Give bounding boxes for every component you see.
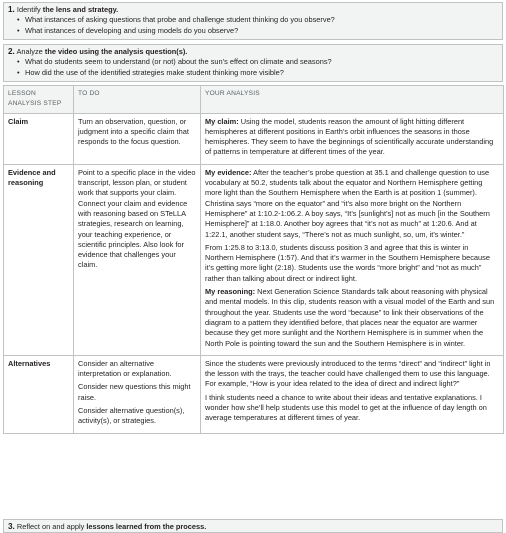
analysis-paragraph: I think students need a chance to write about their ideas and tentative explanations. I wonder how she’ll help students use this model to get at the influence of day length on average temperatures at different times of year. <box>205 392 487 423</box>
todo-text: Point to a specific place in the video transcript, lesson plan, or student work that supports your claim. Connect your claim and evidence with reasoning based on STeLLA strategies, research on learning, your teaching experience, or scientific principles. Also look for evidence that challenges your claim. <box>78 167 196 270</box>
step-2-lead: Analyze <box>16 47 45 56</box>
todo-text: Consider alternative question(s), activity(s), or strategies. <box>78 406 185 426</box>
step-1-number: 1. <box>8 5 15 14</box>
step-label: Alternatives <box>4 355 74 433</box>
evidence-label: My evidence: <box>205 167 252 177</box>
table-row-claim <box>4 113 504 164</box>
step-3-bold: lessons learned from the process. <box>86 522 207 531</box>
table-header-row <box>4 86 504 114</box>
analysis-paragraph <box>205 168 499 240</box>
todo-cell <box>74 113 201 164</box>
header-lesson-analysis-step: LESSON ANALYSIS STEP <box>4 86 74 114</box>
todo-text: Consider an alternative interpretation or explanation. <box>78 358 172 379</box>
step-2-questions <box>8 57 498 78</box>
analysis-paragraph: Since the students were previously introduced to the terms “direct” and “indirect” light in the lesson with the trays, the teacher could have challenged them to use this language. For example, “How is your idea related to the idea of direct and indirect light?” <box>205 358 491 389</box>
todo-cell <box>74 355 201 433</box>
reasoning-text: Next Generation Science Standards talk about reasoning with physical and mental models. In this clip, students reason with a visual model of the Earth and sun throughout the year. Students use the word “because” to link their observations of the diagram to a pattern they identified before, that places near the equator are warmer because they get more sunlight and the Northern Hemisphere is in summer when the North Pole is pointing toward the sun and the Southern Hemisphere is in winter. <box>205 287 495 348</box>
step-1-questions <box>8 15 498 36</box>
step-2-section <box>3 44 503 82</box>
question-item: • What instances of developing and using models do you observe? <box>25 26 498 36</box>
step-1-lead: Identify <box>16 5 43 14</box>
question-item: • What instances of asking questions that probe and challenge student thinking do you observe? <box>25 15 498 25</box>
analysis-table <box>3 85 504 434</box>
step-3-lead: Reflect on and apply <box>16 522 87 531</box>
todo-cell <box>74 164 201 355</box>
analysis-paragraph: From 1:25.8 to 3:13.0, students discuss position 3 and agree that this is winter in Northern Hemisphere (1:57). And that it’s warmer in the Southern Hemisphere because it’s getting more light (2:18). Students use the words “more bright” and “not as much” rather than talking about direct or indirect light. <box>205 242 490 283</box>
analysis-cell <box>201 113 504 164</box>
step-label: Claim <box>4 113 74 164</box>
claim-label: My claim: <box>205 116 239 126</box>
step-1-heading <box>8 5 498 15</box>
step-3-section <box>3 519 503 533</box>
step-3-number: 3. <box>8 522 15 531</box>
step-label: Evidence and reasoning <box>4 164 74 355</box>
header-your-analysis: YOUR ANALYSIS <box>201 86 504 114</box>
analysis-paragraph <box>205 117 499 158</box>
step-2-heading <box>8 47 498 57</box>
step-1-section <box>3 2 503 40</box>
header-to-do: TO DO <box>74 86 201 114</box>
analysis-cell <box>201 164 504 355</box>
todo-text: Turn an observation, question, or judgment into a specific claim that responds to the focus question. <box>78 116 189 147</box>
claim-text: Using the model, students reason the amount of light hitting different hemispheres at different positions in Earth’s orbit influences the seasons in those hemispheres. They seem to have the beginnings of scientifically accurate understanding of patterns in temperature at different times of the year. <box>205 116 494 157</box>
evidence-text: After the teacher’s probe question at 35.1 and challenge question to use vocabulary at 50.2, students talk about the equator and Northern Hemisphere getting more light than the Southern Hemisphere when the Earth is at position 1 (summer). Christina says “more on the equator” and “it’s also more bright on the Northern Hemisphere” at 1:10.2-1:06.2. A boy says, “It’s [sunlight’s] not as much [in the Southern Hemisphere]” at 1:18.0. Another boy agrees that “it’s not as much” at 1:20.6. And at 1:22.1, another student says, “There’s not as much sunlight, so, um, it’s winter.” <box>205 167 490 239</box>
table-row-alternatives <box>4 355 504 433</box>
step-2-number: 2. <box>8 47 15 56</box>
step-2-bold: the video using the analysis question(s). <box>44 47 188 56</box>
question-item: • What do students seem to understand (or not) about the sun’s effect on climate and seasons? <box>25 57 498 67</box>
analysis-cell <box>201 355 504 433</box>
todo-text: Consider new questions this might raise. <box>78 382 191 402</box>
reasoning-label: My reasoning: <box>205 287 256 297</box>
analysis-paragraph <box>205 287 499 349</box>
table-row-evidence <box>4 164 504 355</box>
question-item: • How did the use of the identified strategies make student thinking more visible? <box>25 68 498 78</box>
step-1-bold: the lens and strategy. <box>42 5 119 14</box>
